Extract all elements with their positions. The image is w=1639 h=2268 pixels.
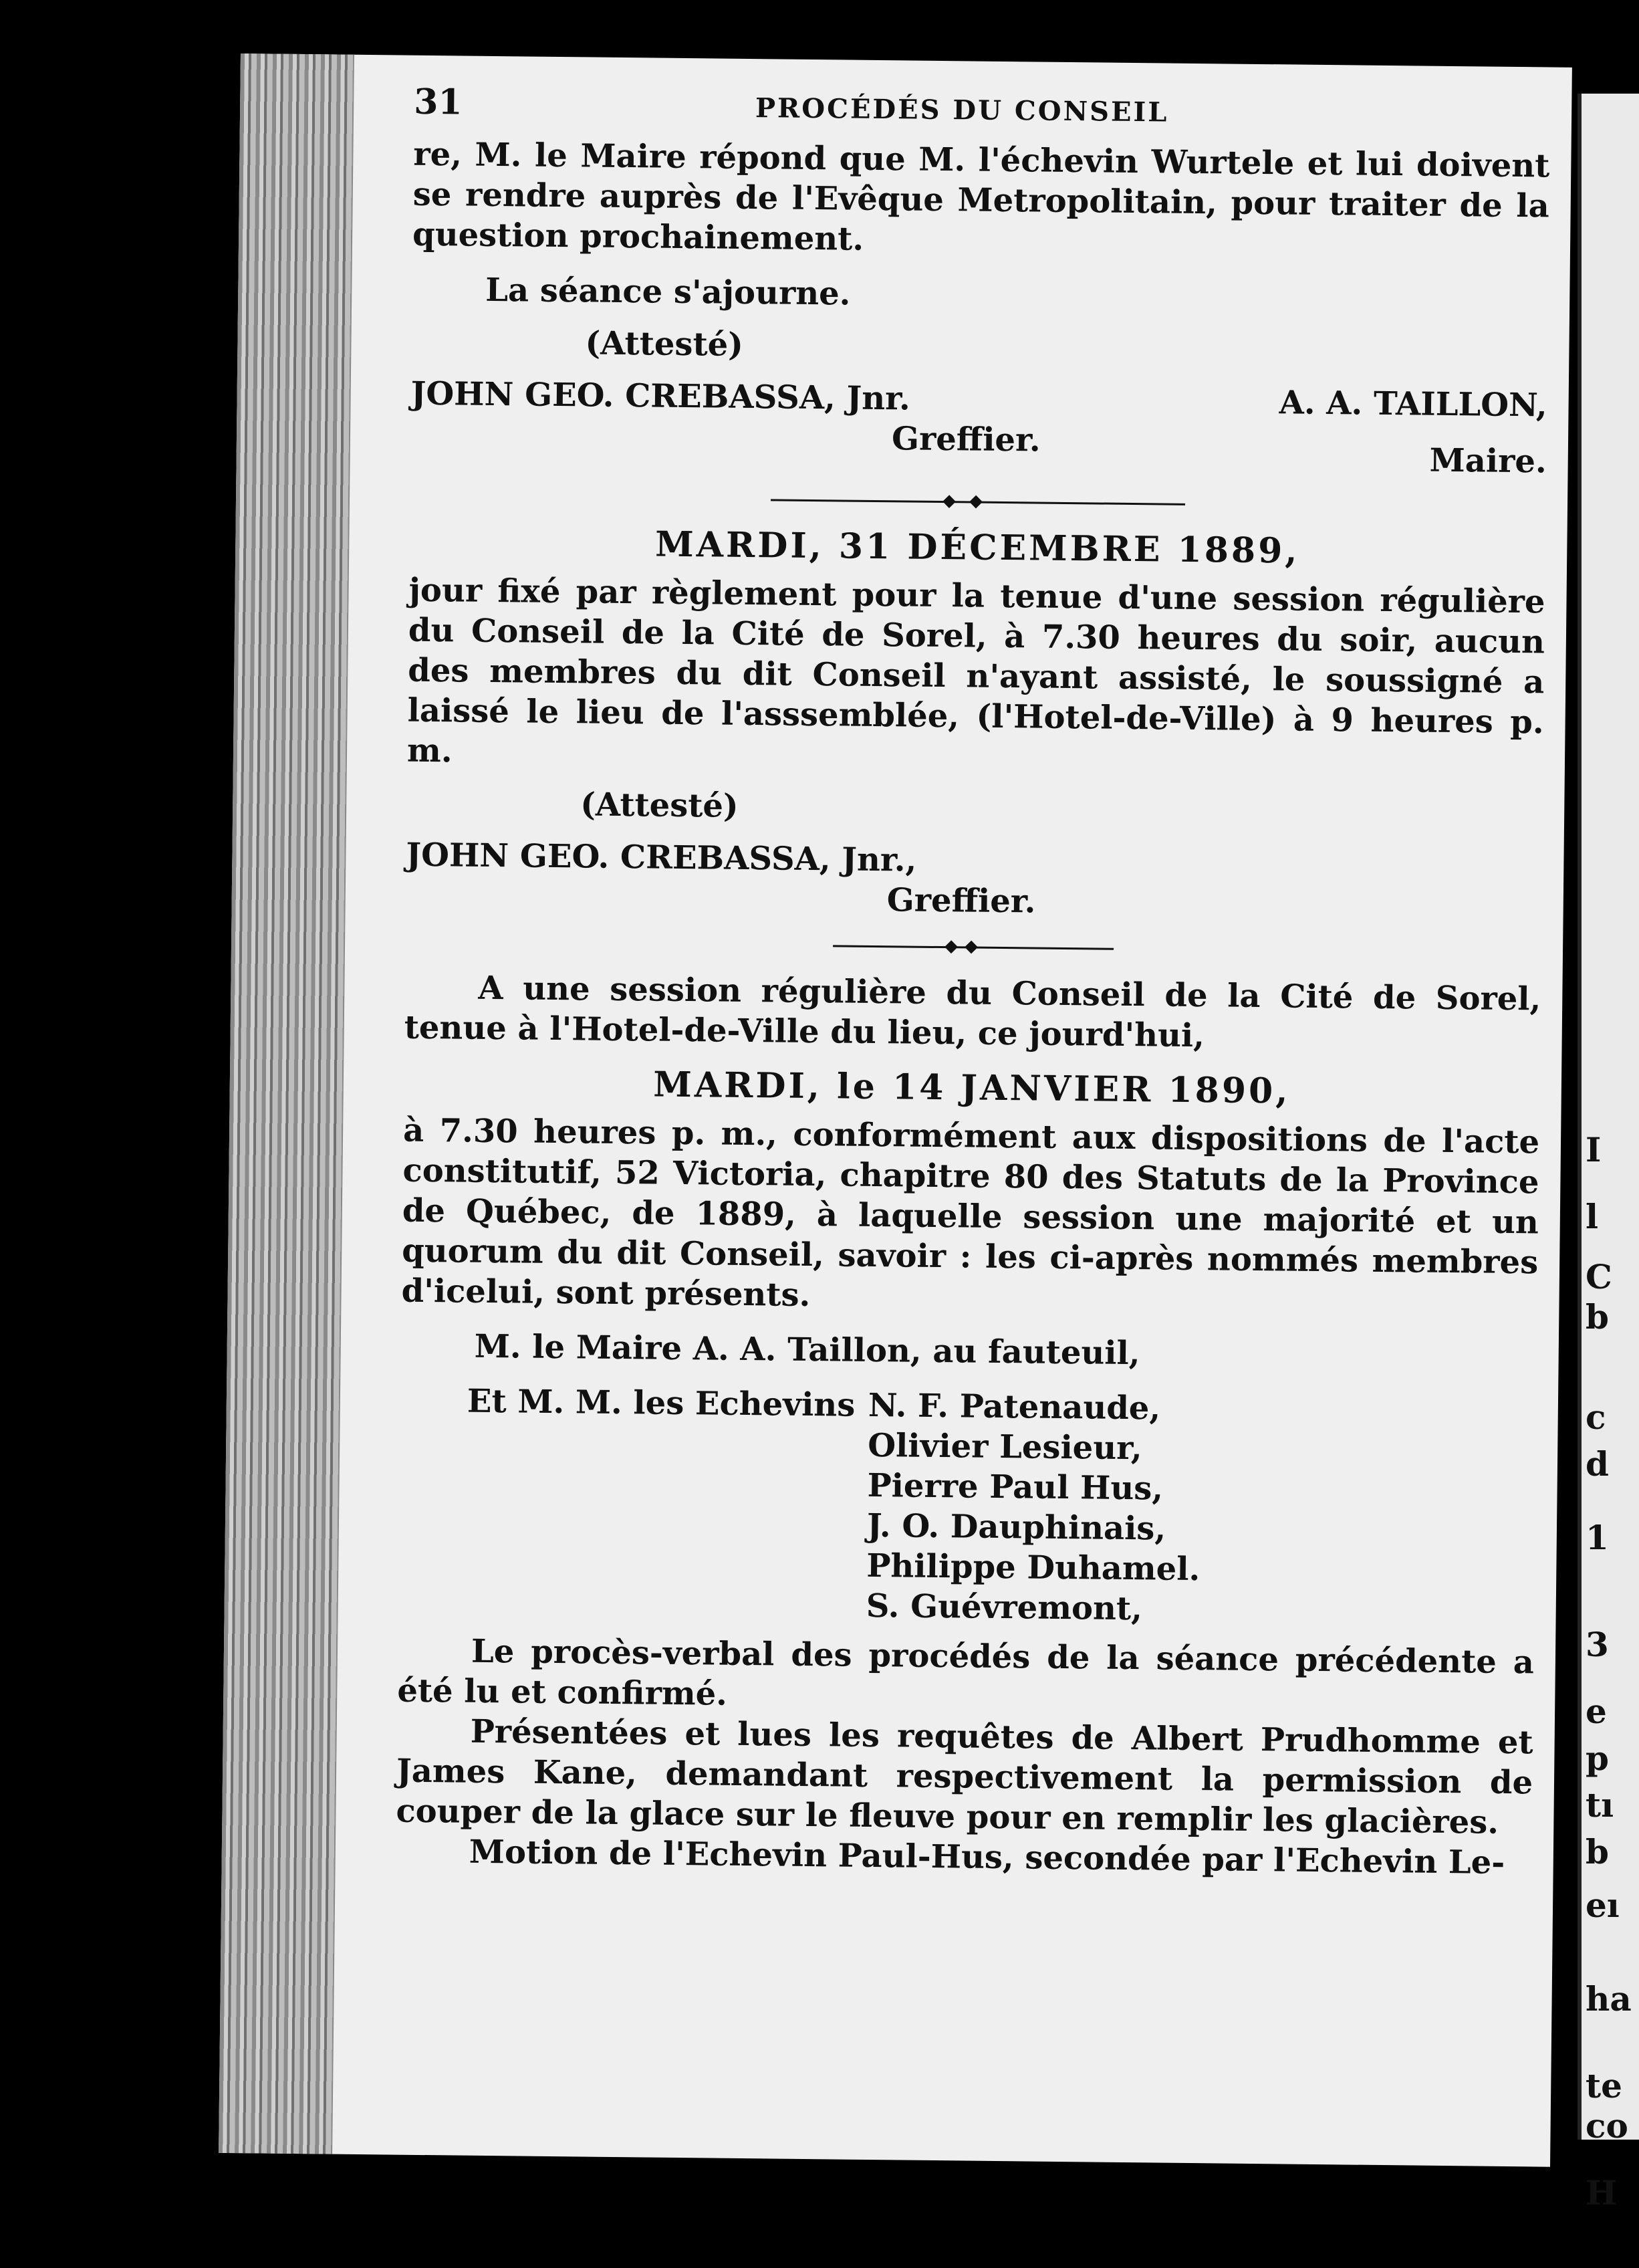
date-heading: MARDI, 31 DÉCEMBRE 1889,: [654, 524, 1300, 572]
alderman-name: N. F. Patenaude,: [868, 1386, 1161, 1428]
aldermen-row: [465, 1381, 1537, 1633]
fragment-text: ha: [1586, 1979, 1632, 2019]
page-edge-binding: [219, 53, 354, 2154]
fragment-text: co: [1586, 2106, 1628, 2146]
page-number: 31: [413, 81, 463, 123]
fragment-text: I: [1586, 1130, 1602, 1169]
fragment-text: 1: [1586, 1518, 1609, 1557]
attestation-label: (Attesté): [585, 324, 744, 364]
clerk-signature: JOHN GEO. CREBASSA, Jnr.: [410, 374, 911, 418]
ornamental-rule: [833, 941, 1114, 953]
minutes-paragraph: Le procès-verbal des procédés de la séance précédente a été lu et confirmé.: [397, 1632, 1535, 1713]
adjacent-page-fragment: [1578, 94, 1639, 2213]
aldermen-names: [866, 1385, 1202, 1629]
fragment-text: tı: [1586, 1785, 1614, 1825]
session-paragraph: jour fixé par règlement pour la tenue d'une session régulière du Conseil de la Cité de Sorel, à 7.30 heures du soir, aucun des membres du dit Conseil n'ayant assisté, le soussigné a laissé le lieu de l'asssemblée, (l'Hotel-de-Ville) à 9 heures p. m.: [406, 571, 1545, 770]
date-heading: MARDI, le 14 JANVIER 1890,: [653, 1064, 1291, 1112]
mayor-signature: A. A. TAILLON,: [1279, 384, 1547, 425]
requests-paragraph: Présentées et lues les requêtes de Albert Prudhomme et James Kane, demandant respectivement la permission de couper de la glace sur le fleuve pour en remplir les glacières.: [396, 1712, 1533, 1841]
clerk-role: Greffier.: [886, 881, 1036, 921]
session-intro: A une session régulière du Conseil de la Cité de Sorel, tenue à l'Hotel-de-Ville du lieu, ce jourd'hui,: [404, 969, 1541, 1055]
clerk-role: Greffier.: [891, 420, 1041, 459]
fragment-text: b: [1586, 1297, 1609, 1337]
fragment-text: eı: [1586, 1886, 1620, 1925]
scanned-page: [219, 53, 1572, 2167]
fragment-text: C: [1586, 1257, 1612, 1296]
aldermen-lead: Et M. M. les Echevins: [467, 1382, 856, 1424]
role-row: [410, 414, 1547, 482]
alderman-name: Philippe Duhamel.: [866, 1547, 1201, 1589]
aldermen-list: [465, 1381, 1537, 1633]
alderman-name: J. O. Dauphinais,: [866, 1506, 1166, 1548]
motion-paragraph: Motion de l'Echevin Paul-Hus, secondée par l'Echevin Le-: [469, 1833, 1505, 1882]
running-title: PROCÉDÉS DU CONSEIL: [755, 92, 1169, 128]
fragment-text: b: [1586, 1832, 1609, 1872]
fragment-text: l: [1586, 1197, 1598, 1236]
running-header: [414, 82, 1551, 137]
mayor-role: Maire.: [1429, 441, 1547, 481]
adjournment-line: La séance s'ajourne.: [485, 271, 851, 313]
continuation-paragraph: re, M. le Maire répond que M. l'échevin Wurtele et lui doivent se rendre auprès de l'Evêque Metropolitain, pour traiter de la question prochainement.: [412, 135, 1550, 258]
alderman-name: S. Guévremont,: [866, 1587, 1143, 1628]
mayor-presiding-line: M. le Maire A. A. Taillon, au fauteuil,: [474, 1327, 1140, 1373]
fragment-text: 3: [1586, 1625, 1609, 1664]
alderman-name: Olivier Lesieur,: [867, 1426, 1142, 1468]
ornamental-rule: [771, 495, 1185, 508]
fragment-text: c: [1586, 1397, 1606, 1437]
fragment-text: e: [1586, 1692, 1607, 1731]
fragment-text: H: [1586, 2173, 1618, 2213]
attestation-label: (Attesté): [580, 786, 739, 825]
page-content: [396, 82, 1551, 1884]
fragment-text: d: [1586, 1444, 1609, 1484]
alderman-name: Pierre Paul Hus,: [867, 1466, 1164, 1508]
fragment-text: te: [1586, 2066, 1622, 2106]
clerk-signature: JOHN GEO. CREBASSA, Jnr.,: [406, 836, 917, 879]
fragment-text: p: [1586, 1738, 1609, 1778]
session-paragraph: à 7.30 heures p. m., conformément aux dispositions de l'acte constitutif, 52 Victoria, chapitre 80 des Statuts de la Province de Québec, de 1889, à laquelle session une majorité et un quorum du dit Conseil, savoir : les ci-après nommés membres d'icelui, sont présents.: [401, 1111, 1540, 1315]
